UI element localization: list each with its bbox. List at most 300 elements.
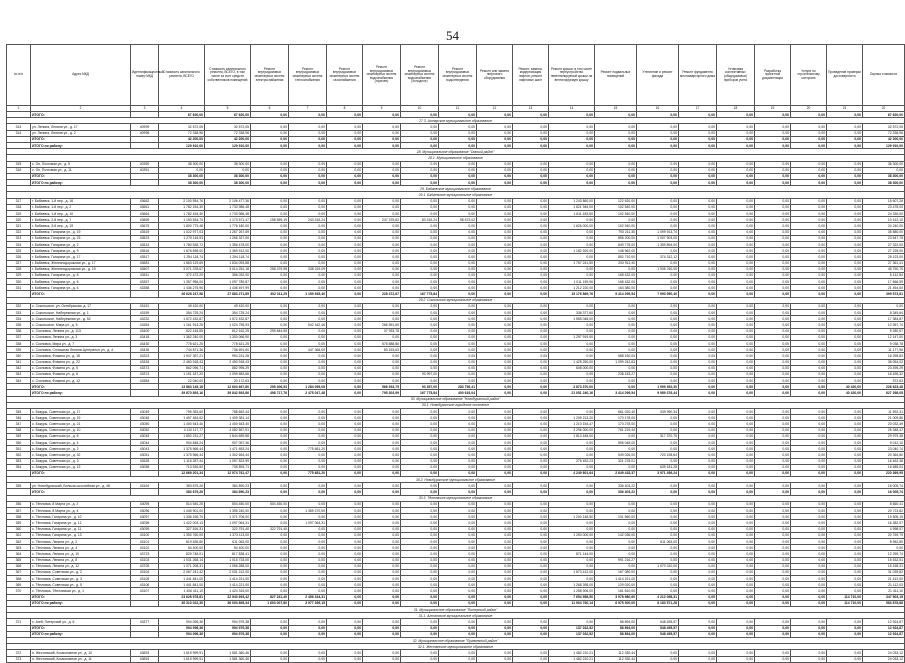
table-cell: 0,00 [679,557,717,563]
table-cell: 0,00 [363,415,401,421]
table-cell: 0,00 [477,470,513,476]
address-cell: ИТОГО: [31,291,131,297]
table-cell: 0,00 [477,619,513,625]
table-cell: 0,00 [791,631,827,637]
table-cell: 400 616,04 [439,390,477,396]
table-cell: 0,00 [439,545,477,551]
table-cell: 862 096,71 [159,365,205,371]
table-cell: 0,00 [717,112,755,118]
table-cell: 0,00 [637,359,679,365]
table-cell: 0,00 [827,260,863,266]
table-cell: 0,00 [791,470,827,476]
table-cell: 0,00 [327,316,363,322]
table-cell: 0,00 [717,266,755,272]
row-number-cell: 342 [7,365,31,371]
table-cell: 0,00 [439,340,477,346]
table-cell: 0,00 [755,650,791,656]
table-cell: 0,00 [289,248,327,254]
address-cell: г. Бабаевск, 3-й пер., д. 19 [31,223,131,229]
table-cell: 0,00 [477,211,513,217]
table-cell: 338 319,09 [289,266,327,272]
table-cell: 0,00 [637,136,679,142]
table-cell: 548 495,57 [637,631,679,637]
table-cell: 0,00 [477,371,513,377]
table-cell: 0,00 [637,322,679,328]
table-cell: 0,00 [401,551,439,557]
table-cell: 0,00 [401,421,439,427]
table-cell: 0,00 [251,285,289,291]
table-cell: 0,00 [401,303,439,309]
table-cell: 0,00 [755,161,791,167]
table-cell: 0,00 [401,452,439,458]
table-cell: 29 979,38 [863,433,905,439]
table-cell: 19 805,19 [863,514,905,520]
table-cell: 0,00 [679,538,717,544]
table-cell: 0,00 [717,279,755,285]
table-cell: 0,00 [791,545,827,551]
table-cell: 0,00 [637,248,679,254]
table-cell: 93 357,00 [401,384,439,390]
table-cell: 0,00 [477,390,513,396]
address-cell: с. Бакуры, Советская ул., д. 19 [31,415,131,421]
table-cell: 43723 [131,551,159,557]
table-cell: 0,00 [595,563,637,569]
table-cell: 0,00 [827,316,863,322]
table-cell: 0,00 [477,223,513,229]
table-cell: 0,00 [401,266,439,272]
table-cell: 11 904 760,14 [549,600,595,606]
table-cell: 0,00 [513,545,549,551]
table-cell: 0,00 [513,557,549,563]
table-cell: 0,00 [827,625,863,631]
table-cell: 907 057,36 [205,439,251,445]
table-cell: 17 384,87 [863,316,905,322]
table-cell: 0,00 [401,458,439,464]
table-cell: 0,00 [827,409,863,415]
table-cell: 0,00 [327,340,363,346]
table-cell: 114 710,00 [827,600,863,606]
table-cell: 0,00 [401,353,439,359]
table-cell: 0,00 [439,112,477,118]
table-cell: 0,00 [477,378,513,384]
table-cell: 0,00 [791,446,827,452]
table-cell: 0,00 [791,204,827,210]
table-cell: 0,00 [791,600,827,606]
table-cell: 0,00 [513,204,549,210]
table-cell: 0,00 [327,600,363,606]
table-cell: 0,00 [439,538,477,544]
table-cell: 3 978 980,60 [595,594,637,600]
table-cell: 0,00 [791,310,827,316]
table-cell: 0,00 [251,204,289,210]
table-cell: 0,00 [637,656,679,662]
table-cell: 0,00 [755,272,791,278]
table-cell: 0,00 [679,328,717,334]
table-cell: 1 406 411,10 [159,588,205,594]
table-cell: 0,00 [717,563,755,569]
table-cell: 0,00 [363,569,401,575]
table-cell: 0,00 [513,594,549,600]
column-number: 5 [205,106,251,112]
table-cell: 0,00 [401,489,439,495]
table-cell: 0,00 [327,260,363,266]
table-cell: 0,00 [637,328,679,334]
table-cell: 7 654 958,50 [549,594,595,600]
table-cell: 1 151 187,20 [159,371,205,377]
address-cell: с. Оп, Почтовая ул., д. 5 [31,161,131,167]
table-cell: 0,00 [477,248,513,254]
table-cell: 0,00 [513,229,549,235]
table-cell: 0,00 [637,217,679,223]
table-cell: 0,00 [289,371,327,377]
table-cell: 0,00 [363,452,401,458]
table-cell: 0,00 [827,470,863,476]
table-cell: 0,00 [679,272,717,278]
table-cell: 0,00 [679,316,717,322]
table-cell: 0,00 [549,180,595,186]
table-cell: 0,00 [791,378,827,384]
table-cell: 0,00 [717,600,755,606]
table-cell: 49 420,00 [159,303,205,309]
table-cell: 0,00 [327,180,363,186]
table-cell: 17 666,59 [863,279,905,285]
table-cell: 0,00 [251,409,289,415]
table-cell: 0,00 [477,520,513,526]
table-cell: 0,00 [827,291,863,297]
table-cell: 0,00 [513,254,549,260]
table-cell: 0,00 [477,359,513,365]
table-cell: 0,00 [717,594,755,600]
row-number-cell: 353 [7,458,31,464]
table-cell: 0,00 [251,180,289,186]
table-cell: 0,00 [791,650,827,656]
table-cell: 0,00 [827,588,863,594]
table-cell: 0,00 [717,223,755,229]
table-cell: 27 225,00 [863,248,905,254]
table-cell: 0,00 [679,235,717,241]
table-cell: 0,00 [401,180,439,186]
table-cell: 1 422 003,13 [159,520,205,526]
table-cell: 0,00 [439,656,477,662]
table-cell: 43058 [131,464,159,470]
address-cell: с. Бакуры, Советская ул., д. 13 [31,464,131,470]
column-number: 9 [363,106,401,112]
row-number-cell: 362 [7,538,31,544]
table-cell: 38 300,00 [863,180,905,186]
table-cell: 0,00 [401,625,439,631]
table-cell: 0,00 [401,439,439,445]
table-cell: 0,00 [679,279,717,285]
table-cell: 0,00 [363,272,401,278]
table-cell: 0,00 [439,136,477,142]
table-cell: 0,00 [827,353,863,359]
table-cell: 0,00 [327,433,363,439]
table-cell: 0,00 [549,303,595,309]
table-cell: 0,00 [791,285,827,291]
table-cell: 167 775,84 [401,291,439,297]
table-cell: 0,00 [717,569,755,575]
address-cell: рп. Новобурасский, Вольско-шоссейная ул., д. 48 [31,483,131,489]
table-cell: 2 450 918,43 [205,359,251,365]
table-cell: 0,00 [327,241,363,247]
table-cell: 0,00 [363,439,401,445]
table-cell: 9 989 376,44 [637,390,679,396]
table-cell: 4 082 567,91 [205,427,251,433]
table-cell: 0,00 [791,136,827,142]
table-cell: 0,00 [251,272,289,278]
table-cell: 0,00 [289,303,327,309]
table-cell: 0,00 [595,136,637,142]
table-cell: 0,00 [289,532,327,538]
table-cell: 43358 [131,285,159,291]
table-cell: 37 933,78 [363,328,401,334]
table-cell: 0,00 [827,532,863,538]
table-cell: 0,00 [513,470,549,476]
table-cell: 0,00 [327,384,363,390]
table-cell: 0,00 [827,427,863,433]
table-cell: 0,00 [637,532,679,538]
table-cell: 0,00 [717,619,755,625]
table-cell: 0,00 [363,371,401,377]
address-cell: с. Сосновка, Фомина ул., д. 12 [31,378,131,384]
table-cell: 0,00 [549,371,595,377]
table-cell: 0,00 [717,211,755,217]
table-cell: 0,00 [251,576,289,582]
table-cell: 0,00 [595,180,637,186]
table-cell: 18 495,32 [863,371,905,377]
address-cell: ИТОГО: [31,173,131,179]
table-cell: 25 348,47 [863,427,905,433]
table-cell: 0,00 [637,211,679,217]
table-cell: 0,00 [401,501,439,507]
table-cell: 0,00 [755,291,791,297]
table-cell: 0,00 [755,446,791,452]
table-cell: 0,00 [595,378,637,384]
table-cell: 0,00 [717,322,755,328]
row-number-cell: 337 [7,334,31,340]
table-cell: 321 278,01 [595,458,637,464]
table-cell: 0,00 [363,180,401,186]
table-cell: 0,00 [251,371,289,377]
table-cell: 1 200 148,50 [549,514,595,520]
table-cell: 0,00 [439,310,477,316]
table-cell: 972,63 [863,378,905,384]
address-cell: г. Бабаевск, 1-й пер., д. 2 [31,204,131,210]
table-cell: 0,00 [363,514,401,520]
table-cell: 0,00 [251,427,289,433]
table-cell: 0,00 [755,409,791,415]
table-cell: 0,00 [327,625,363,631]
address-cell: с. Тёпловка, 8 Марта ул., д. 2 [31,501,131,507]
row-number-cell: 323 [7,235,31,241]
table-cell: 0,00 [251,235,289,241]
table-cell: 0,00 [679,112,717,118]
table-cell: 1 070 310,00 [637,563,679,569]
table-cell: 0,00 [637,347,679,353]
table-cell: 0,00 [251,340,289,346]
table-cell: 43377 [131,619,159,625]
table-cell: 994 979,38 [205,631,251,637]
address-cell: с. Сокольское, Набережная ул., д. 1 [31,310,131,316]
table-cell: 1 445 901,00 [159,508,205,514]
table-cell: 0,00 [717,464,755,470]
table-cell: 0,00 [755,569,791,575]
table-cell: 0,00 [595,316,637,322]
table-cell: 0,00 [595,142,637,148]
table-cell: 0,00 [401,310,439,316]
table-cell: 0,00 [637,173,679,179]
table-cell: 43159 [131,310,159,316]
table-cell: 0,00 [289,557,327,563]
address-cell: с. Сосновка, Ленина ул., д. 3 [31,334,131,340]
table-cell: 275 452,23 [549,458,595,464]
table-cell: 1 099 242,63 [595,359,637,365]
table-cell: 2 460 918,43 [159,359,205,365]
address-cell: г. Бабаевск, Гагарина ул., д. 4 [31,285,131,291]
table-cell: 0,00 [401,576,439,582]
table-cell: 0,00 [549,439,595,445]
table-cell: 42 200,00 [205,136,251,142]
table-cell: 0,00 [401,532,439,538]
table-cell: 2 100 554,76 [159,198,205,204]
column-header: Ремонт, замена, модернизация лифтов, ремонт лифтовых шахт [513,45,549,106]
table-cell: 0,00 [791,582,827,588]
table-cell: 0,00 [827,334,863,340]
table-cell: 27 883 271,89 [205,291,251,297]
table-cell: 1 173 571,47 [205,217,251,223]
table-cell: 0,00 [791,223,827,229]
table-cell: 137 032,52 [549,631,595,637]
table-cell: 0,00 [327,223,363,229]
row-number-cell: 371 [7,619,31,625]
table-cell: 0,00 [513,563,549,569]
table-cell: 0,00 [477,254,513,260]
table-cell: 0,00 [679,340,717,346]
table-cell: 0,00 [755,563,791,569]
page-number: 54 [446,28,459,43]
table-cell: 1 369 512,00 [205,248,251,254]
table-cell: 705 893,71 [205,464,251,470]
table-cell: 0,00 [477,409,513,415]
table-cell: 0,00 [717,650,755,656]
table-cell: 32 572,05 [863,124,905,130]
table-cell: 0,00 [513,371,549,377]
table-cell: 83 315,24 [401,217,439,223]
table-cell: 137 032,52 [549,625,595,631]
table-cell: 0,00 [755,112,791,118]
table-cell: 72 338,96 [159,130,205,136]
table-cell: 0,00 [401,619,439,625]
table-cell: 0,00 [327,279,363,285]
table-cell: 36 054,02 [863,359,905,365]
table-cell: 0,00 [401,316,439,322]
table-cell: 0,00 [755,173,791,179]
table-cell: 0,00 [251,136,289,142]
table-cell: 0,00 [637,489,679,495]
table-cell: 0,00 [717,526,755,532]
table-cell: 0,00 [717,489,755,495]
table-cell: 0,00 [513,112,549,118]
table-cell: 991 216,27 [595,557,637,563]
table-cell: 1 373 113,00 [205,532,251,538]
table-cell: 0,00 [439,446,477,452]
table-cell: 0,00 [251,532,289,538]
table-cell: 0,00 [251,254,289,260]
table-cell: 0,00 [327,359,363,365]
table-cell: 16 005,74 [863,483,905,489]
table-cell: 0,00 [637,198,679,204]
table-cell: 0,00 [755,124,791,130]
address-cell: г. Бабаевск, Железнодорожная ул., д. 19 [31,266,131,272]
table-cell: 0,00 [717,316,755,322]
table-cell: 43661 [131,204,159,210]
table-cell: 0,00 [289,415,327,421]
table-cell: 38 300,00 [863,173,905,179]
table-cell: 0,00 [289,551,327,557]
table-cell: 0,00 [791,625,827,631]
table-cell: 0,00 [439,198,477,204]
column-number: 2 [31,106,131,112]
section-heading: 29.2. Сокольское муниципальное образование [7,297,905,303]
table-cell: 1 813 448,00 [549,433,595,439]
table-cell: 0,00 [363,588,401,594]
table-cell: 0,00 [679,439,717,445]
table-cell: 0,00 [439,142,477,148]
table-cell: 0,00 [679,464,717,470]
table-cell: 0,00 [363,334,401,340]
table-cell: 0,00 [327,272,363,278]
table-cell: 13 863 145,18 [159,384,205,390]
table-cell: 43519 [131,229,159,235]
table-cell: 0,00 [477,576,513,582]
table-cell: 43400 [131,328,159,334]
table-cell: 2 106 477,36 [205,198,251,204]
table-cell: 0,00 [513,223,549,229]
table-cell: 295 844,55 [251,328,289,334]
table-cell: 43104 [131,569,159,575]
table-cell: 0,00 [827,365,863,371]
table-cell: 0,00 [327,112,363,118]
table-cell: 795 353,60 [159,409,205,415]
table-cell: 38 300,00 [159,161,205,167]
table-cell: 0,00 [717,514,755,520]
table-cell: 0,00 [637,371,679,377]
table-cell: 0,00 [637,340,679,346]
table-cell: 0,00 [327,545,363,551]
table-cell: 0,00 [327,371,363,377]
table-cell: 0,00 [637,303,679,309]
table-cell: 778 621,25 [205,340,251,346]
row-number-cell: 325 [7,248,31,254]
table-cell: 0,00 [791,619,827,625]
row-number-cell: 328 [7,266,31,272]
table-cell: 0,00 [717,588,755,594]
table-cell: 0,00 [289,563,327,569]
table-cell: 0,00 [477,446,513,452]
table-cell: 0,00 [439,526,477,532]
table-cell: 1 258 906,00 [549,588,595,594]
table-cell: 504 450,00 [251,501,289,507]
table-cell: 21 411,10 [863,588,905,594]
table-cell: 266 551,60 [363,322,401,328]
table-cell: 0,00 [363,446,401,452]
table-cell: 0,00 [251,347,289,353]
table-cell: 0,00 [637,279,679,285]
address-cell: с. Тёпловка, 8 Марта ул., д. 4 [31,508,131,514]
table-cell: 0,00 [477,625,513,631]
table-cell: 0,00 [401,241,439,247]
table-cell: 0,00 [439,563,477,569]
